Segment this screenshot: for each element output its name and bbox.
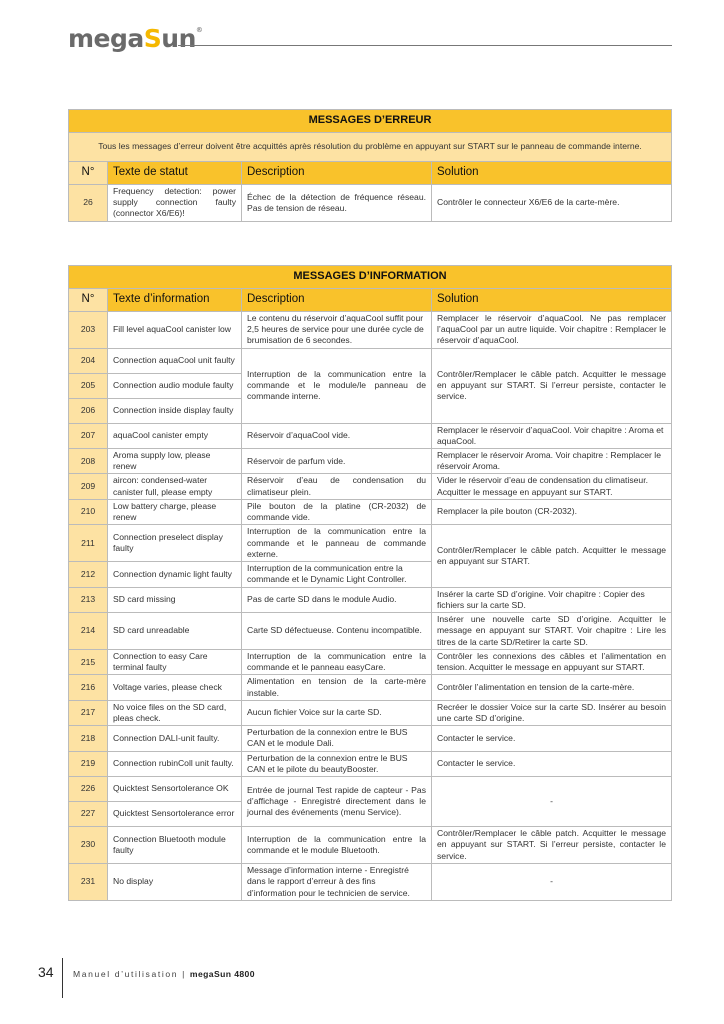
col-header-number: N° bbox=[69, 162, 108, 185]
table-row bbox=[69, 613, 672, 650]
row-number: 217 bbox=[69, 700, 108, 725]
row-info-text: Connection Bluetooth module faulty bbox=[108, 827, 242, 864]
row-info-text: Connection dynamic light faulty bbox=[108, 562, 242, 587]
col-header-solution: Solution bbox=[432, 162, 672, 185]
row-solution: Contacter le service. bbox=[432, 726, 672, 751]
row-description: Message d’information interne - Enregistré dans le rapport d’erreur à des fins d’information pour le technicien de service. bbox=[242, 864, 432, 901]
row-description: Aucun fichier Voice sur la carte SD. bbox=[242, 700, 432, 725]
row-number: 203 bbox=[69, 312, 108, 349]
row-number: 214 bbox=[69, 613, 108, 650]
row-solution: Contacter le service. bbox=[432, 751, 672, 776]
logo-letter-s: S bbox=[143, 24, 162, 53]
row-description: Perturbation de la connexion entre le BUS CAN et le pilote du beautyBooster. bbox=[242, 751, 432, 776]
row-number: 219 bbox=[69, 751, 108, 776]
row-info-text: Aroma supply low, please renew bbox=[108, 449, 242, 474]
row-number: 207 bbox=[69, 423, 108, 448]
table-row bbox=[69, 312, 672, 349]
row-solution: Remplacer le réservoir Aroma. Voir chapitre : Remplacer le réservoir Aroma. bbox=[432, 449, 672, 474]
col-header-description: Description bbox=[242, 289, 432, 312]
row-info-text: Low battery charge, please renew bbox=[108, 499, 242, 524]
row-number: 209 bbox=[69, 474, 108, 499]
table-row bbox=[69, 726, 672, 751]
table-row bbox=[69, 185, 672, 222]
row-solution: Contrôler/Remplacer le câble patch. Acquitter le message en appuyant sur START. bbox=[432, 525, 672, 587]
row-description: Entrée de journal Test rapide de capteur - Pas d’affichage - Enregistré directement dans le journal des événements (menu Service). bbox=[242, 777, 432, 827]
row-number: 211 bbox=[69, 525, 108, 562]
logo-text-un: un bbox=[161, 24, 196, 53]
error-table-note: Tous les messages d’erreur doivent être acquittés après résolution du problème en appuyant sur START sur le panneau de commande interne. bbox=[69, 133, 672, 162]
row-description: Le contenu du réservoir d’aquaCool suffit pour 2,5 heures de service pour une durée cycle de brumisation de 6 secondes. bbox=[242, 312, 432, 349]
row-solution: Contrôler l’alimentation en tension de la carte-mère. bbox=[432, 675, 672, 700]
row-solution: Contrôler/Remplacer le câble patch. Acquitter le message en appuyant sur START. Si l’erreur persiste, contacter le service. bbox=[432, 348, 672, 423]
row-description: Interruption de la communication entre la commande et le module Bluetooth. bbox=[242, 827, 432, 864]
col-header-status: Texte de statut bbox=[108, 162, 242, 185]
row-solution: - bbox=[432, 777, 672, 827]
row-solution: Contrôler/Remplacer le câble patch. Acquitter le message en appuyant sur START. Si l’erreur persiste, contacter le service. bbox=[432, 827, 672, 864]
row-info-text: Connection to easy Care terminal faulty bbox=[108, 650, 242, 675]
row-solution: Insérer une nouvelle carte SD d’origine. Acquitter le message en appuyant sur START. Voir chapitre : Lire les titres de la carte SD/Retirer la carte SD. bbox=[432, 613, 672, 650]
row-info-text: Connection rubinColl unit faulty. bbox=[108, 751, 242, 776]
error-messages-table bbox=[68, 109, 672, 222]
row-number: 216 bbox=[69, 675, 108, 700]
table-row bbox=[69, 650, 672, 675]
row-info-text: Connection preselect display faulty bbox=[108, 525, 242, 562]
row-number: 210 bbox=[69, 499, 108, 524]
row-number: 204 bbox=[69, 348, 108, 373]
table-row bbox=[69, 474, 672, 499]
page-number: 34 bbox=[38, 964, 54, 980]
row-info-text: aircon: condensed-water canister full, please empty bbox=[108, 474, 242, 499]
row-description: Interruption de la communication entre la commande et le panneau de commande externe. bbox=[242, 525, 432, 562]
col-header-info-text: Texte d’information bbox=[108, 289, 242, 312]
row-description: Carte SD défectueuse. Contenu incompatible. bbox=[242, 613, 432, 650]
row-description: Échec de la détection de fréquence réseau. Pas de tension de réseau. bbox=[242, 185, 432, 222]
row-info-text: Quicktest Sensortolerance error bbox=[108, 802, 242, 827]
row-description: Pile bouton de la platine (CR-2032) de commande vide. bbox=[242, 499, 432, 524]
col-header-description: Description bbox=[242, 162, 432, 185]
table-row bbox=[69, 777, 672, 802]
row-info-text: No display bbox=[108, 864, 242, 901]
row-number: 208 bbox=[69, 449, 108, 474]
row-number: 213 bbox=[69, 587, 108, 612]
row-description: Réservoir d’aquaCool vide. bbox=[242, 423, 432, 448]
row-info-text: SD card unreadable bbox=[108, 613, 242, 650]
row-description: Perturbation de la connexion entre le BUS CAN et le module Dali. bbox=[242, 726, 432, 751]
row-number: 230 bbox=[69, 827, 108, 864]
footer-manual-label: Manuel d’utilisation | bbox=[73, 969, 186, 979]
brand-logo bbox=[68, 24, 202, 53]
row-solution: Remplacer la pile bouton (CR-2032). bbox=[432, 499, 672, 524]
row-info-text: Voltage varies, please check bbox=[108, 675, 242, 700]
row-number: 206 bbox=[69, 398, 108, 423]
logo-text-mega: mega bbox=[68, 24, 144, 53]
row-info-text: Connection DALI-unit faulty. bbox=[108, 726, 242, 751]
header-rule bbox=[178, 45, 672, 46]
table-row bbox=[69, 827, 672, 864]
row-description: Interruption de la communication entre la commande et le module/le panneau de commande interne. bbox=[242, 348, 432, 423]
row-info-text: No voice files on the SD card, pleas check. bbox=[108, 700, 242, 725]
row-solution: - bbox=[432, 864, 672, 901]
col-header-number: N° bbox=[69, 289, 108, 312]
row-number: 227 bbox=[69, 802, 108, 827]
row-solution: Remplacer le réservoir d’aquaCool. Voir chapitre : Aroma et aquaCool. bbox=[432, 423, 672, 448]
footer-title bbox=[73, 969, 255, 979]
row-status-text: Frequency detection: power supply connection faulty (connector X6/E6)! bbox=[108, 185, 242, 222]
row-solution: Vider le réservoir d’eau de condensation du climatiseur. Acquitter le message en appuyant sur START. bbox=[432, 474, 672, 499]
row-description: Alimentation en tension de la carte-mère instable. bbox=[242, 675, 432, 700]
row-number: 215 bbox=[69, 650, 108, 675]
row-solution: Insérer la carte SD d’origine. Voir chapitre : Copier des fichiers sur la carte SD. bbox=[432, 587, 672, 612]
row-number: 212 bbox=[69, 562, 108, 587]
row-number: 231 bbox=[69, 864, 108, 901]
table-row bbox=[69, 449, 672, 474]
table-row bbox=[69, 525, 672, 562]
row-info-text: Quicktest Sensortolerance OK bbox=[108, 777, 242, 802]
row-number: 218 bbox=[69, 726, 108, 751]
row-info-text: Fill level aquaCool canister low bbox=[108, 312, 242, 349]
table-row bbox=[69, 587, 672, 612]
row-description: Réservoir d’eau de condensation du climatiseur plein. bbox=[242, 474, 432, 499]
info-table-title: MESSAGES D’INFORMATION bbox=[69, 266, 672, 289]
row-description: Réservoir de parfum vide. bbox=[242, 449, 432, 474]
row-description: Interruption de la communication entre la commande et le panneau easyCare. bbox=[242, 650, 432, 675]
row-number: 205 bbox=[69, 373, 108, 398]
row-solution: Remplacer le réservoir d’aquaCool. Ne pas remplacer l’aquaCool par un autre liquide. Voir chapitre : Remplacer le réservoir d’aquaCool. bbox=[432, 312, 672, 349]
row-info-text: Connection audio module faulty bbox=[108, 373, 242, 398]
row-number: 26 bbox=[69, 185, 108, 222]
row-number: 226 bbox=[69, 777, 108, 802]
row-solution: Recréer le dossier Voice sur la carte SD. Insérer au besoin une carte SD d’origine. bbox=[432, 700, 672, 725]
error-table-title: MESSAGES D’ERREUR bbox=[69, 110, 672, 133]
row-description: Interruption de la communication entre la commande et le Dynamic Light Controller. bbox=[242, 562, 432, 587]
table-row bbox=[69, 675, 672, 700]
table-row bbox=[69, 348, 672, 373]
logo-registered-mark: ® bbox=[195, 26, 203, 34]
info-messages-table bbox=[68, 265, 672, 901]
row-solution: Contrôler les connexions des câbles et l’alimentation en tension. Acquitter le message en appuyant sur START. bbox=[432, 650, 672, 675]
table-row bbox=[69, 751, 672, 776]
footer-divider bbox=[62, 958, 63, 998]
table-row bbox=[69, 499, 672, 524]
row-info-text: aquaCool canister empty bbox=[108, 423, 242, 448]
row-info-text: Connection aquaCool unit faulty bbox=[108, 348, 242, 373]
table-row bbox=[69, 700, 672, 725]
table-row bbox=[69, 423, 672, 448]
col-header-solution: Solution bbox=[432, 289, 672, 312]
table-row bbox=[69, 864, 672, 901]
row-info-text: SD card missing bbox=[108, 587, 242, 612]
row-info-text: Connection inside display faulty bbox=[108, 398, 242, 423]
row-solution: Contrôler le connecteur X6/E6 de la carte-mère. bbox=[432, 185, 672, 222]
footer-product-name: megaSun 4800 bbox=[189, 969, 255, 979]
row-description: Pas de carte SD dans le module Audio. bbox=[242, 587, 432, 612]
